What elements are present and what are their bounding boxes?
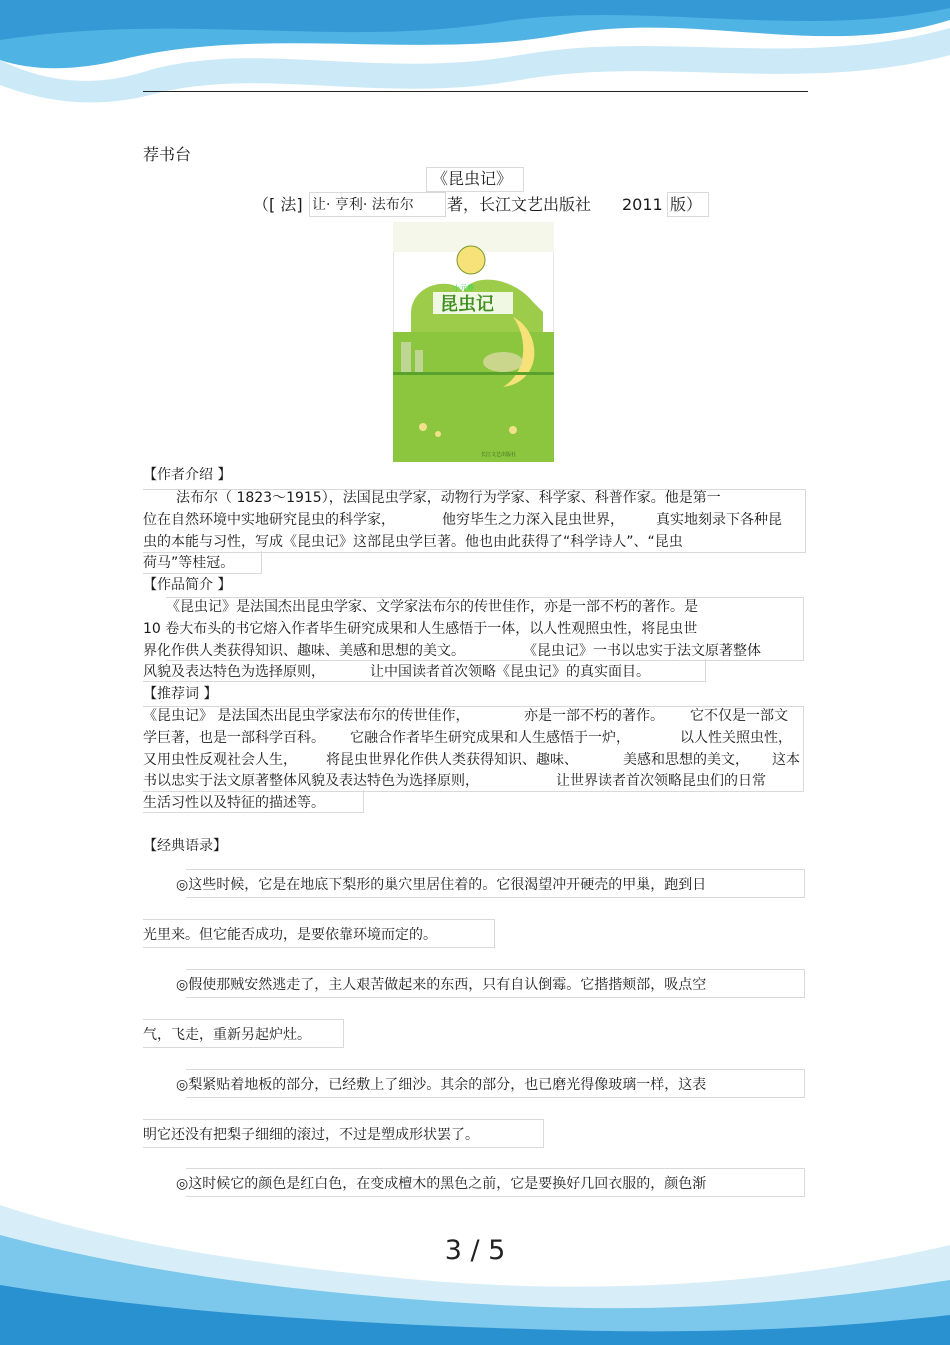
quote-line: ◎这些时候，它是在地底下梨形的巢穴里居住着的。它很渴望冲开硬壳的甲巢，跑到日 bbox=[176, 877, 707, 893]
recommendation-line: 它融合作者毕生研究成果和人生感悟于一炉， bbox=[350, 730, 630, 746]
quote-line: ◎假使那贼安然逃走了，主人艰苦做起来的东西，只有自认倒霉。它揩揩颊部，吸点空 bbox=[176, 977, 707, 993]
top-wave-decoration bbox=[0, 0, 950, 140]
book-title: 《昆虫记》 bbox=[432, 169, 513, 188]
page-number: 3 / 5 bbox=[444, 1235, 506, 1266]
cover-badge-icon bbox=[457, 246, 485, 274]
cover-title: 昆虫记 bbox=[440, 294, 494, 315]
quote-line: 明它还没有把梨子细细的滚过，不过是塑成形状罢了。 bbox=[143, 1127, 479, 1143]
book-cover-image bbox=[393, 222, 554, 462]
recommendation-line: 让世界读者首次领略昆虫们的日常 bbox=[556, 773, 766, 789]
work-intro-heading: 【作品简介 】 bbox=[143, 577, 232, 593]
quote-line: ◎这时候它的颜色是红白色，在变成檀木的黑色之前，它是要换好几回衣服的，颜色渐 bbox=[176, 1176, 707, 1192]
cover-publisher: 长江文艺出版社 bbox=[481, 452, 517, 458]
recommendation-line: 以人性关照虫性， bbox=[680, 730, 792, 746]
author-intro-line: 法布尔（ 1823～1915），法国昆虫学家，动物行为学家、科学家、科普作家。他是第一 bbox=[176, 490, 721, 506]
author-intro-heading: 【作者介绍 】 bbox=[143, 467, 232, 483]
work-intro-line: 让中国读者首次领略《昆虫记》的真实面目。 bbox=[370, 664, 650, 680]
recommendation-line: 这本 bbox=[772, 752, 800, 768]
quote-line: 气，飞走，重新另起炉灶。 bbox=[143, 1027, 311, 1043]
recommendation-line: 它不仅是一部文 bbox=[690, 708, 788, 724]
author-intro-line: 他穷毕生之力深入昆虫世界， bbox=[442, 512, 624, 528]
author-intro-line: 位在自然环境中实地研究昆虫的科学家， bbox=[143, 512, 395, 528]
cover-series: 小元鼎 bbox=[453, 284, 474, 292]
work-intro-line: 《昆虫记》一书以忠实于法文原著整体 bbox=[523, 643, 761, 659]
quotes-heading: 【经典语录】 bbox=[143, 838, 227, 854]
book-author: 让· 亨利· 法布尔 bbox=[312, 197, 414, 213]
header-rule bbox=[143, 91, 808, 92]
recommendation-heading: 【推荐词 】 bbox=[143, 686, 218, 702]
quote-line: ◎梨紧贴着地板的部分，已经敷上了细沙。其余的部分，也已磨光得像玻璃一样，这表 bbox=[176, 1077, 707, 1093]
author-intro-line: 真实地刻录下各种昆 bbox=[656, 512, 782, 528]
author-intro-line: 虫的本能与习性，写成《昆虫记》这部昆虫学巨著。他也由此获得了“科学诗人”、“昆虫 bbox=[143, 534, 683, 550]
book-year: 2011 bbox=[622, 195, 663, 214]
book-meta-close: 版） bbox=[670, 195, 703, 214]
recommendation-line: 学巨著，也是一部科学百科。 bbox=[143, 730, 325, 746]
quote-line: 光里来。但它能否成功，是要依靠环境而定的。 bbox=[143, 927, 437, 943]
work-intro-line: 风貌及表达特色为选择原则， bbox=[143, 664, 325, 680]
recommendation-line: 美感和思想的美文， bbox=[623, 752, 749, 768]
recommendation-line: 将昆虫世界化作供人类获得知识、趣味、 bbox=[326, 752, 578, 768]
recommendation-line: 又用虫性反观社会人生， bbox=[143, 752, 297, 768]
section-label: 荐书台 bbox=[143, 145, 192, 164]
book-meta-rest: 著，长江文艺出版社 bbox=[447, 195, 592, 214]
work-intro-line: 10 卷大布头的书它熔入作者毕生研究成果和人生感悟于一体，以人性观照虫性，将昆虫世 bbox=[143, 621, 698, 637]
work-intro-line: 《昆虫记》是法国杰出昆虫学家、文学家法布尔的传世佳作，亦是一部不朽的著作。是 bbox=[166, 599, 698, 615]
recommendation-line: 亦是一部不朽的著作。 bbox=[524, 708, 664, 724]
author-intro-line: 荷马”等桂冠。 bbox=[143, 555, 235, 571]
recommendation-line: 《昆虫记》 是法国杰出昆虫学家法布尔的传世佳作， bbox=[143, 708, 470, 724]
recommendation-line: 书以忠实于法文原著整体风貌及表达特色为选择原则， bbox=[143, 773, 479, 789]
work-intro-line: 界化作供人类获得知识、趣味、美感和思想的美文。 bbox=[143, 643, 465, 659]
book-meta-open: （[ 法] bbox=[253, 195, 303, 214]
recommendation-line: 生活习性以及特征的描述等。 bbox=[143, 795, 325, 811]
